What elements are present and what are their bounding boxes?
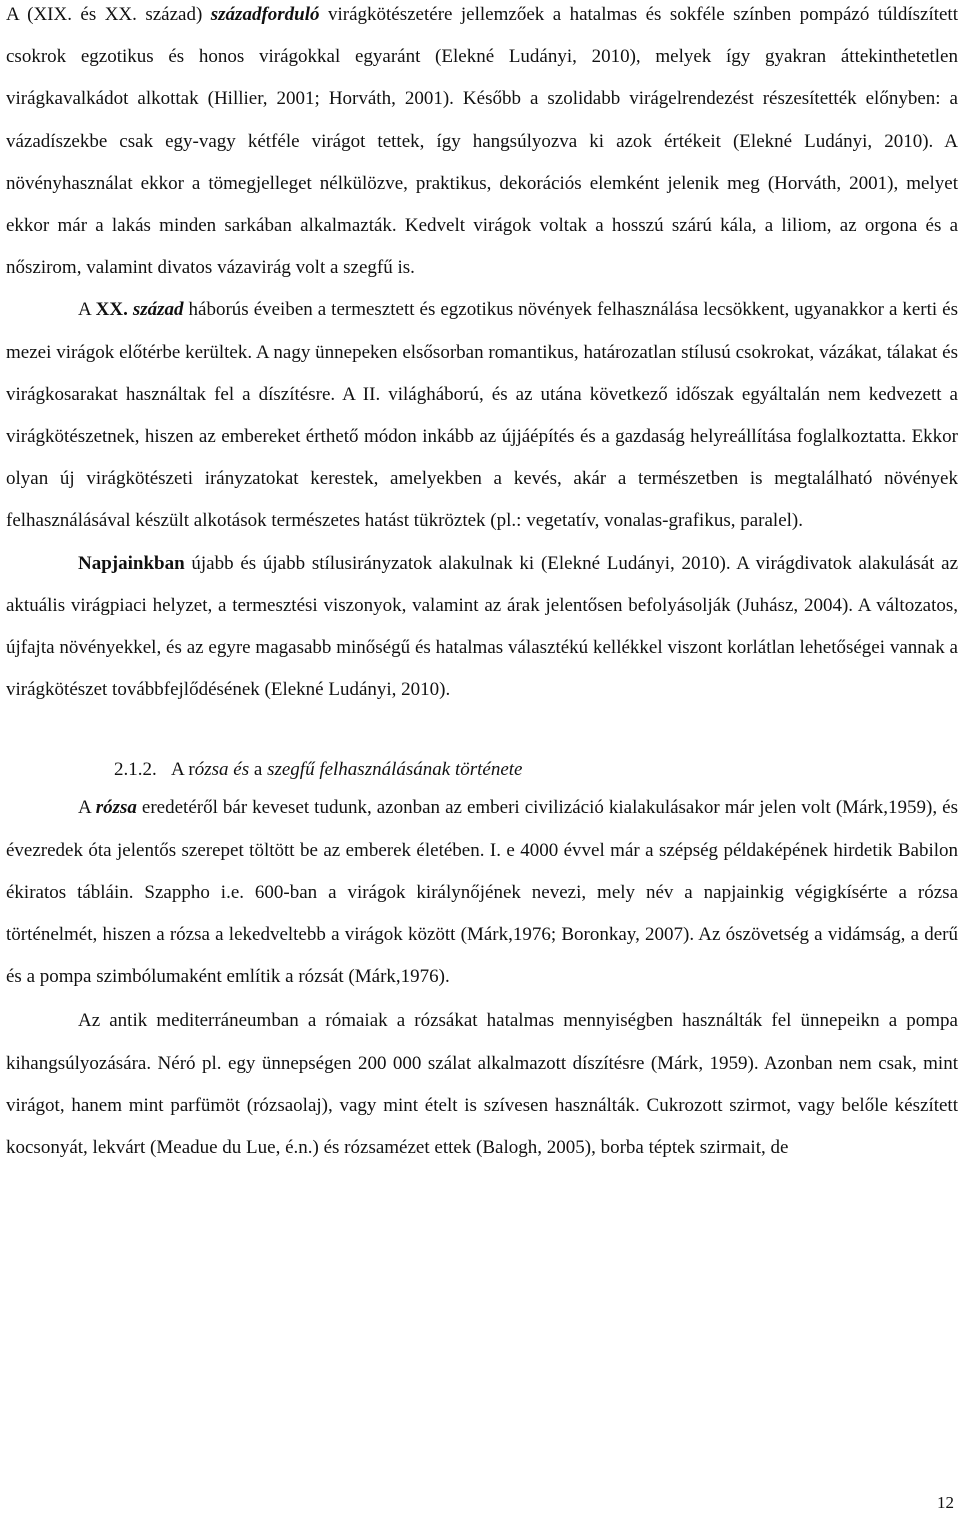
paragraph-3-body: újabb és újabb stílusirányzatok alakulnak ki (Elekné Ludányi, 2010). A virágdivatok alakulását az aktuális virágpiaci helyzet, a termesztési viszonyok, valamint az árak jelentősen befolyásolják (Juhász, 2004). A változatos, újfajta növényekkel, és az egyre magasabb minőségű és hatalmas választékú kellékkel viszont korlátlan lehetőségei vannak a virágkötészet továbbfejlődésének (Elekné Ludányi, 2010). [6,552,958,701]
heading-part-d: szegfű felhasználásának története [267,759,523,781]
paragraph-4 [6,787,958,998]
term-szazadfordulo: századforduló [210,4,320,25]
document-page [6,0,958,1169]
term-szazad: század [132,299,184,321]
paragraph-2 [6,289,958,542]
term-rozsa: rózsa [95,797,137,819]
term-napjainkban: Napjainkban [78,552,185,574]
section-number: 2.1.2. [114,759,157,781]
heading-part-a: A r [171,759,195,781]
paragraph-2-start: A [78,299,96,321]
paragraph-1-start: A (XIX. és XX. század) [6,4,211,25]
section-heading [6,749,958,791]
paragraph-3 [6,543,958,712]
page-number: 12 [937,1493,954,1512]
paragraph-4-body: eredetéről bár keveset tudunk, azonban az emberi civilizáció kialakulásakor már jelen volt (Márk,1959), és évezredek óta jelentős szerepet töltött be az emberek életében. I. e 4000 évvel már a szépség példaképének hirdetik Babilon ékiratos tábláin. Szappho i.e. 600-ban a virágok királynőjének nevezi, mely név a napjainkig végigkísérte a rózsa történelmét, hiszen a rózsa a lekedveltebb a virágok között (Márk,1976; Boronkay, 2007). Az ószövetség a vidámság, a derű és a pompa szimbólumaként említik a rózsát (Márk,1976). [6,797,958,988]
paragraph-1 [6,0,958,289]
paragraph-1-body: virágkötészetére jellemzőek a hatalmas és sokféle színben pompázó túldíszített csokrok egzotikus és honos virágokkal egyaránt (Elekné Ludányi, 2010), melyek így gyakran áttekinthetetlen virágkavalkádot alkottak (Hillier, 2001; Horváth, 2001). Később a szolidabb virágelrendezést részesítették előnyben: a vázadíszekbe csak egy-vagy kétféle virágot tettek, így hangsúlyozva ki azok értékeit (Elekné Ludányi, 2010). A növényhasználat ekkor a tömegjelleget nélkülözve, praktikus, dekorációs elemként jelenik meg (Horváth, 2001), melyet ekkor már a lakás minden sarkában alkalmazták. Kedvelt virágok voltak a hosszú szárú kála, a liliom, az orgona és a nőszirom, valamint divatos vázavirág volt a szegfű is. [6,4,958,279]
term-xx: XX. [95,299,128,321]
heading-part-b: ózsa és [194,759,250,781]
paragraph-5 [6,1000,958,1169]
paragraph-2-body: háborús éveiben a termesztett és egzotikus növények felhasználása lecsökkent, ugyanakkor a kerti és mezei virágok előtérbe kerültek. A nagy ünnepeken elsősorban romantikus, határozatlan stílusú csokrokat, vázákat, tálakat és virágkosarakat használtak fel a díszítésre. A II. világháború, és az utána következő időszak egyáltalán nem kedvezett a virágkötészetnek, hiszen az embereket érthető módon inkább az újjáépítés és a gazdaság helyreállítása foglalkoztatta. Ekkor olyan új virágkötészeti irányzatokat kerestek, amelyekben a kevés, akár a természetben is megtalálható növények felhasználásával készült alkotások természetes hatást tükröztek (pl.: vegetatív, vonalas-grafikus, paralel). [6,299,958,532]
paragraph-5-body: Az antik mediterráneumban a rómaiak a rózsákat hatalmas mennyiségben használták fel ünnepeikn a pompa kihangsúlyozására. Néró pl. egy ünnepségen 200 000 szálat alkalmazott díszítésre (Márk, 1959). Azonban nem csak, mint virágot, hanem mint parfümöt (rózsaolaj), vagy mint ételt is szívesen használták. Cukrozott szirmot, vagy belőle készített kocsonyát, lekvárt (Meadue du Lue, é.n.) és rózsamézet ettek (Balogh, 2005), borba téptek szirmait, de [6,1010,958,1159]
heading-part-c: a [249,759,268,781]
paragraph-4-start: A [78,797,96,819]
